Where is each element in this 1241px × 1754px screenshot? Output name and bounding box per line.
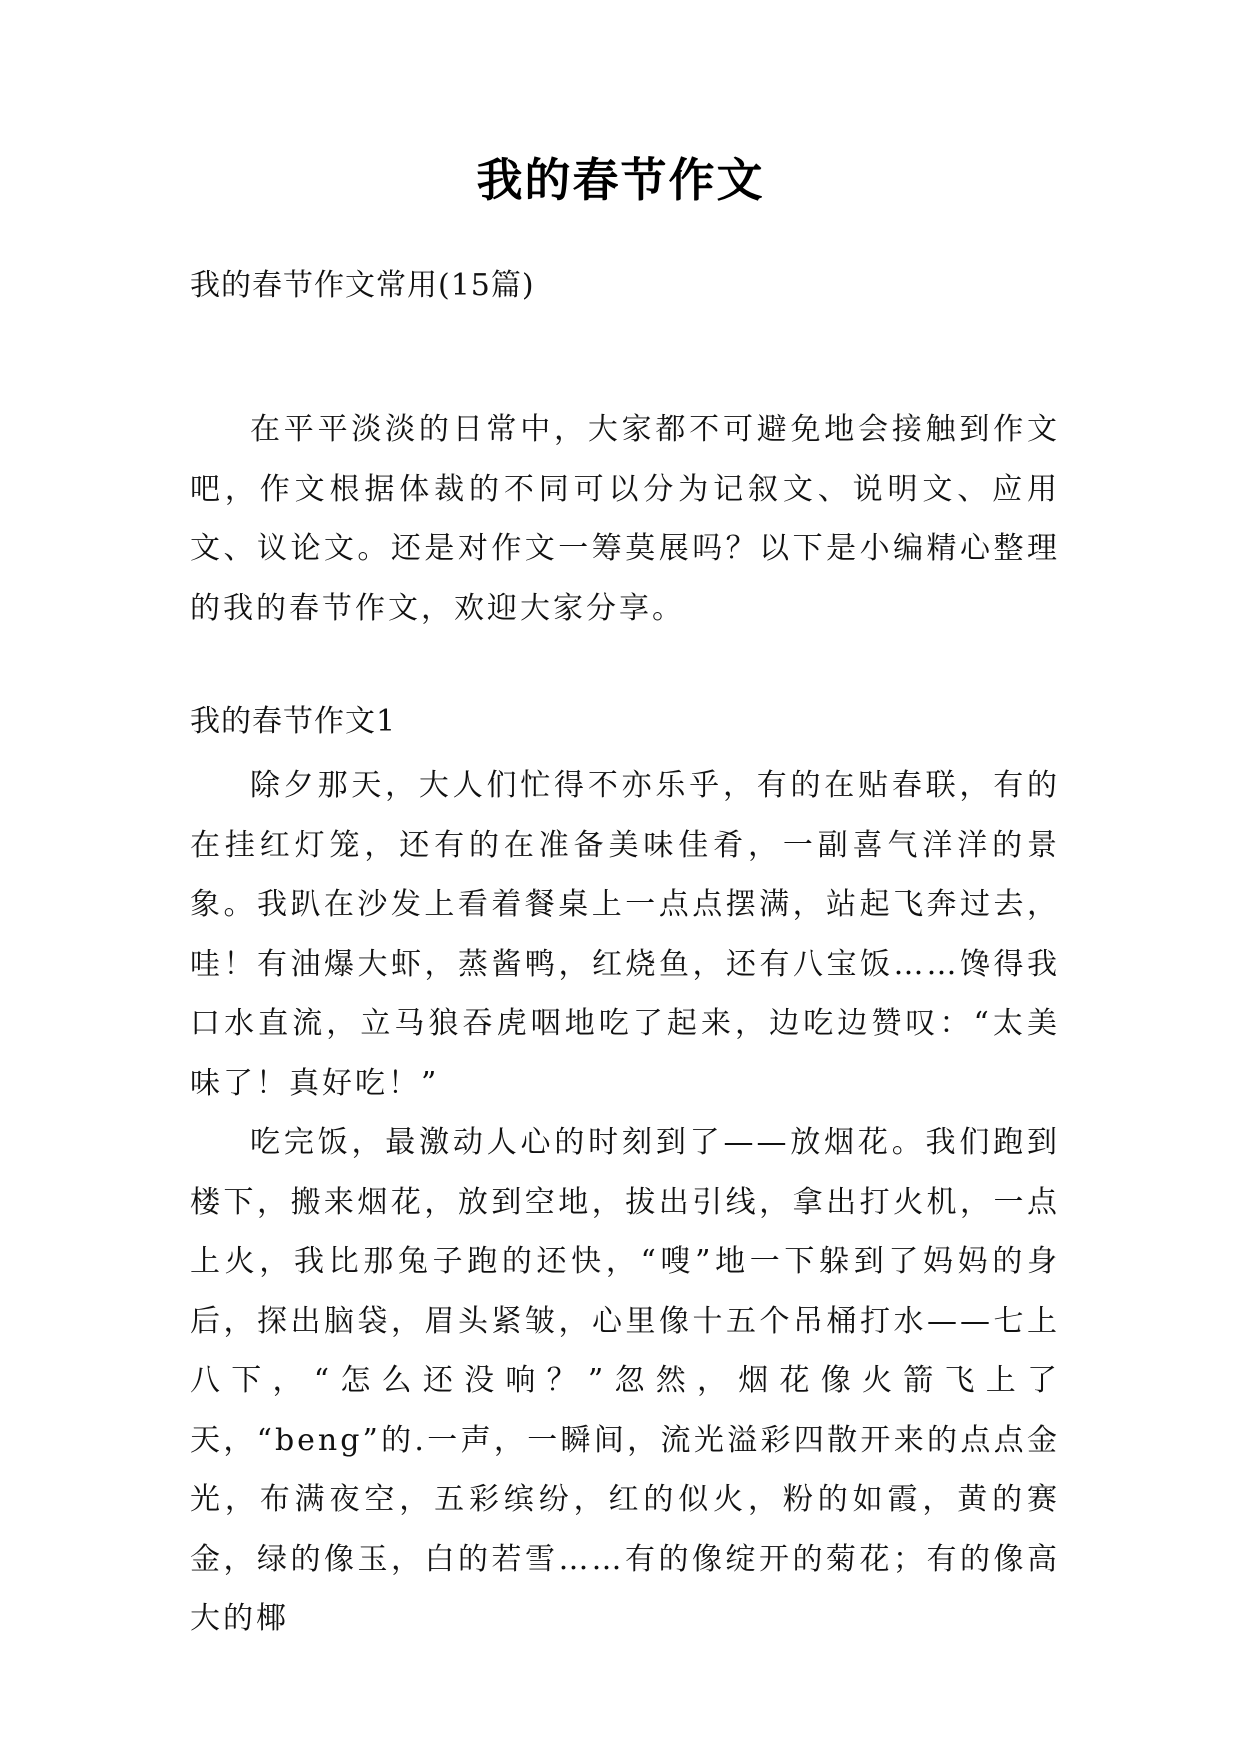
body-paragraph-2: 吃完饭，最激动人心的时刻到了——放烟花。我们跑到楼下，搬来烟花，放到空地，拔出引线，拿出打火机，一点上火，我比那兔子跑的还快，“嗖”地一下躲到了妈妈的身后，探出脑袋，眉头紧皱，心里像十五个吊桶打水——七上八下，“怎么还没响？”忽然，烟花像火箭飞上了天，“beng”的.一声，一瞬间，流光溢彩四散开来的点点金光，布满夜空，五彩缤纷，红的似火，粉的如霞，黄的赛金，绿的像玉，白的若雪……有的像绽开的菊花；有的像高大的椰: [190, 1125, 1060, 1636]
document-subtitle: 我的春节作文常用(15篇): [190, 268, 535, 303]
essay-section-1: [190, 694, 1060, 1649]
body-paragraph-1: 除夕那天，大人们忙得不亦乐乎，有的在贴春联，有的在挂红灯笼，还有的在准备美味佳肴，一副喜气洋洋的景象。我趴在沙发上看着餐桌上一点点摆满，站起飞奔过去，哇！有油爆大虾，蒸酱鸭，红烧鱼，还有八宝饭……馋得我口水直流，立马狼吞虎咽地吃了起来，边吃边赞叹：“太美味了！真好吃！”: [190, 768, 1060, 1101]
document-title: 我的春节作文: [476, 153, 765, 207]
section-heading: 我的春节作文1: [190, 704, 397, 739]
intro-paragraph: 在平平淡淡的日常中，大家都不可避免地会接触到作文吧，作文根据体裁的不同可以分为记叙文、说明文、应用文、议论文。还是对作文一筹莫展吗？以下是小编精心整理的我的春节作文，欢迎大家分享。: [190, 412, 1060, 626]
